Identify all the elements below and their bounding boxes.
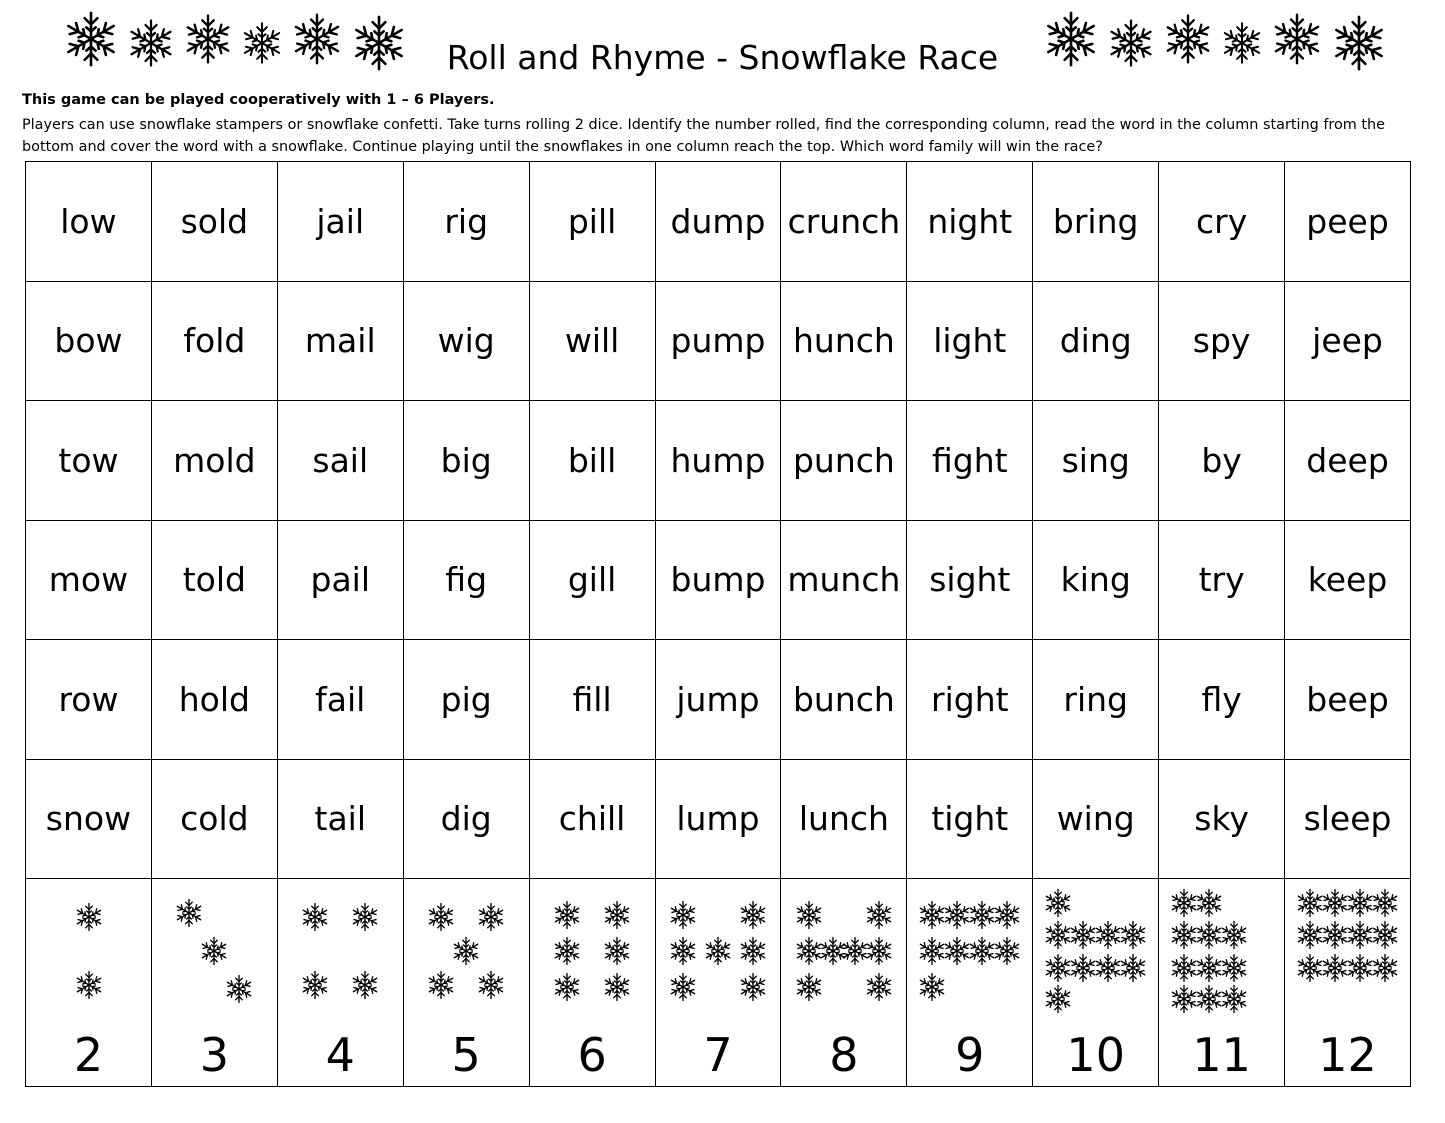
snowflake-icon [476, 970, 506, 1000]
dice-number: 10 [1066, 1028, 1125, 1082]
snowflake-icon [602, 900, 632, 930]
word-cell[interactable]: ding [1033, 281, 1159, 401]
dice-pips [530, 879, 655, 1019]
dice-number: 6 [577, 1028, 607, 1082]
word-cell[interactable]: chill [529, 759, 655, 879]
snowflake-icon [602, 936, 632, 966]
snowflake-icon [300, 970, 330, 1000]
word-cell[interactable]: pump [655, 281, 781, 401]
word-cell[interactable]: hold [151, 640, 277, 760]
dice-number: 4 [325, 1028, 355, 1082]
dice-number: 9 [955, 1028, 985, 1082]
word-cell[interactable]: hump [655, 401, 781, 521]
word-cell[interactable]: big [403, 401, 529, 521]
snowflake-icon [1219, 984, 1249, 1014]
word-cell[interactable]: night [907, 162, 1033, 282]
dice-pips [278, 879, 403, 1019]
snowflake-icon [794, 972, 824, 1002]
snowflake-icon [703, 936, 733, 966]
word-cell[interactable]: sail [277, 401, 403, 521]
word-cell[interactable]: sleep [1285, 759, 1411, 879]
snowflake-icon [1118, 920, 1148, 950]
snowflake-icon [552, 972, 582, 1002]
word-row [26, 401, 1411, 521]
dice-pips [1285, 879, 1410, 1019]
word-cell[interactable]: sing [1033, 401, 1159, 521]
word-cell[interactable]: dig [403, 759, 529, 879]
snowflake-icon [1370, 888, 1400, 918]
dice-cell[interactable] [907, 879, 1033, 1087]
word-cell[interactable]: dump [655, 162, 781, 282]
word-cell[interactable]: spy [1159, 281, 1285, 401]
word-cell[interactable]: pail [277, 520, 403, 640]
snowflake-icon [1219, 953, 1249, 983]
word-cell[interactable]: fold [151, 281, 277, 401]
word-cell[interactable]: pig [403, 640, 529, 760]
instructions-text: Players can use snowflake stampers or snowflake confetti. Take turns rolling 2 dice. Identify the number rolled, find the corresponding column, read the word in the column starting from the bottom and cover the word with a snowflake. Continue playing until the snowflakes in one column reach the top. Which word family will win the race? [22, 117, 1386, 155]
word-row [26, 162, 1411, 282]
dice-pips [907, 879, 1032, 1019]
snowflake-icon [451, 936, 481, 966]
dice-pips [656, 879, 781, 1019]
dice-number: 3 [199, 1028, 229, 1082]
word-cell[interactable]: crunch [781, 162, 907, 282]
word-cell[interactable]: tight [907, 759, 1033, 879]
snowflake-icon [1043, 888, 1073, 918]
dice-cell[interactable] [277, 879, 403, 1087]
snowflake-icon [300, 902, 330, 932]
dice-number: 7 [703, 1028, 733, 1082]
word-cell[interactable]: lunch [781, 759, 907, 879]
word-cell[interactable]: jail [277, 162, 403, 282]
dice-cell[interactable] [403, 879, 529, 1087]
snowflake-icon [1043, 984, 1073, 1014]
word-cell[interactable]: bunch [781, 640, 907, 760]
word-cell[interactable]: king [1033, 520, 1159, 640]
dice-cell[interactable] [1285, 879, 1411, 1087]
word-cell[interactable]: wig [403, 281, 529, 401]
snowflake-icon [668, 900, 698, 930]
word-cell[interactable]: sky [1159, 759, 1285, 879]
snowflake-icon [738, 936, 768, 966]
word-row [26, 640, 1411, 760]
word-cell[interactable]: try [1159, 520, 1285, 640]
snowflake-icon [992, 936, 1022, 966]
word-cell[interactable]: peep [1285, 162, 1411, 282]
word-cell[interactable]: hunch [781, 281, 907, 401]
word-cell[interactable]: fly [1159, 640, 1285, 760]
word-cell[interactable]: told [151, 520, 277, 640]
snowflake-icon [199, 936, 229, 966]
word-cell[interactable]: pill [529, 162, 655, 282]
word-cell[interactable]: gill [529, 520, 655, 640]
word-cell[interactable]: tow [26, 401, 152, 521]
dice-cell[interactable] [151, 879, 277, 1087]
snowflake-icon [602, 972, 632, 1002]
snowflake-icon [350, 902, 380, 932]
word-cell[interactable]: punch [781, 401, 907, 521]
dice-number: 5 [451, 1028, 481, 1082]
snowflake-icon [552, 936, 582, 966]
word-cell[interactable]: lump [655, 759, 781, 879]
word-cell[interactable]: by [1159, 401, 1285, 521]
word-cell[interactable]: will [529, 281, 655, 401]
dice-number: 12 [1318, 1028, 1377, 1082]
snowflake-icon [992, 900, 1022, 930]
dice-number: 2 [73, 1028, 104, 1082]
word-cell[interactable]: fill [529, 640, 655, 760]
word-cell[interactable]: fail [277, 640, 403, 760]
word-cell[interactable]: jeep [1285, 281, 1411, 401]
snowflake-icon [74, 970, 104, 1000]
dice-row [26, 879, 1411, 1087]
dice-number: 8 [829, 1028, 859, 1082]
word-cell[interactable]: mail [277, 281, 403, 401]
word-cell[interactable]: sight [907, 520, 1033, 640]
snowflake-icon [794, 900, 824, 930]
snowflake-icon [224, 974, 254, 1004]
word-cell[interactable]: bow [26, 281, 152, 401]
snowflake-icon [668, 972, 698, 1002]
snowflake-icon [350, 970, 380, 1000]
word-cell[interactable]: munch [781, 520, 907, 640]
word-cell[interactable]: beep [1285, 640, 1411, 760]
word-cell[interactable]: mold [151, 401, 277, 521]
snowflake-icon [426, 970, 456, 1000]
snowflake-icon [738, 900, 768, 930]
snowflake-icon [476, 902, 506, 932]
snowflake-icon [1219, 920, 1249, 950]
word-cell[interactable]: ring [1033, 640, 1159, 760]
snowflake-icon [864, 900, 894, 930]
intro-text: This game can be played cooperatively with 1 – 6 Players. [22, 92, 495, 108]
snowflake-icon [864, 972, 894, 1002]
dice-pips [26, 879, 151, 1019]
word-row [26, 281, 1411, 401]
word-cell[interactable]: jump [655, 640, 781, 760]
word-cell[interactable]: bill [529, 401, 655, 521]
dice-pips [404, 879, 529, 1019]
game-board [25, 161, 1411, 1087]
dice-cell[interactable] [26, 879, 152, 1087]
word-cell[interactable]: low [26, 162, 152, 282]
word-cell[interactable]: row [26, 640, 152, 760]
word-cell[interactable]: wing [1033, 759, 1159, 879]
word-row [26, 520, 1411, 640]
dice-cell[interactable] [1033, 879, 1159, 1087]
snowflake-icon [917, 972, 947, 1002]
word-cell[interactable]: tail [277, 759, 403, 879]
word-cell[interactable]: cry [1159, 162, 1285, 282]
dice-cell[interactable] [655, 879, 781, 1087]
word-cell[interactable]: bump [655, 520, 781, 640]
snowflake-icon [1118, 953, 1148, 983]
dice-cell[interactable] [529, 879, 655, 1087]
word-cell[interactable]: bring [1033, 162, 1159, 282]
word-row [26, 759, 1411, 879]
word-cell[interactable]: right [907, 640, 1033, 760]
dice-number: 11 [1192, 1028, 1251, 1082]
snowflake-icon [552, 900, 582, 930]
snowflake-icon [668, 936, 698, 966]
snowflake-icon [1370, 920, 1400, 950]
word-cell[interactable]: fight [907, 401, 1033, 521]
page-title: Roll and Rhyme - Snowflake Race [446, 38, 999, 77]
dice-pips [1159, 879, 1284, 1019]
dice-cell[interactable] [1159, 879, 1285, 1087]
word-cell[interactable]: sold [151, 162, 277, 282]
snowflake-icon [1194, 888, 1224, 918]
word-cell[interactable]: cold [151, 759, 277, 879]
snowflake-icon [74, 902, 104, 932]
word-cell[interactable]: rig [403, 162, 529, 282]
snowflake-icon [1370, 953, 1400, 983]
dice-pips [781, 879, 906, 1019]
snowflake-icon [426, 902, 456, 932]
word-cell[interactable]: deep [1285, 401, 1411, 521]
dice-pips [152, 879, 277, 1019]
snowflake-icon [864, 936, 894, 966]
word-cell[interactable]: keep [1285, 520, 1411, 640]
snowflake-icon [174, 898, 204, 928]
dice-cell[interactable] [781, 879, 907, 1087]
word-cell[interactable]: snow [26, 759, 152, 879]
snowflake-icon [738, 972, 768, 1002]
word-cell[interactable]: light [907, 281, 1033, 401]
word-cell[interactable]: mow [26, 520, 152, 640]
word-cell[interactable]: fig [403, 520, 529, 640]
dice-pips [1033, 879, 1158, 1019]
